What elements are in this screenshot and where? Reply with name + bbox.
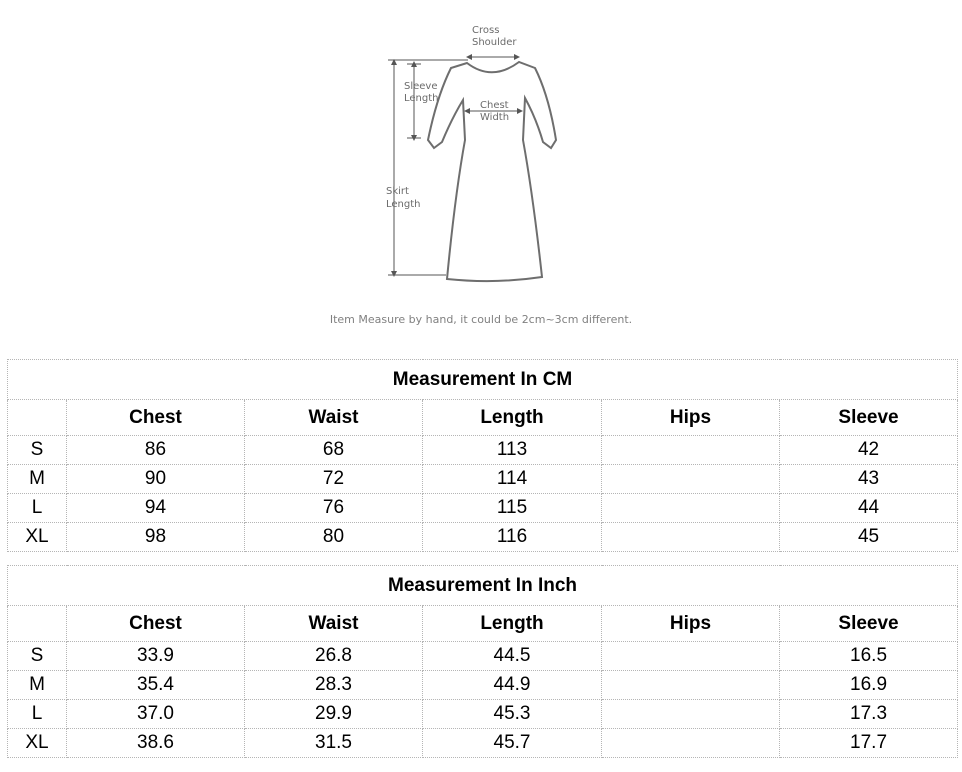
- table-cell: 90: [67, 465, 245, 494]
- table-cell: 16.5: [780, 642, 958, 671]
- header-cell: Waist: [245, 606, 423, 642]
- dress-measurement-diagram: [0, 0, 962, 345]
- dress-outline: [428, 62, 556, 281]
- table-cell: 43: [780, 465, 958, 494]
- table-cell: 115: [423, 494, 602, 523]
- table-row: [8, 523, 958, 552]
- table-row: [8, 494, 958, 523]
- table-row: [8, 700, 958, 729]
- table-cell: [602, 465, 780, 494]
- table-cell: 68: [245, 436, 423, 465]
- table-cell: 31.5: [245, 729, 423, 758]
- table-cell: 98: [67, 523, 245, 552]
- table-cell: [602, 523, 780, 552]
- table-cell: 116: [423, 523, 602, 552]
- measurement-table-cm: [7, 359, 958, 552]
- measure-note: Item Measure by hand, it could be 2cm~3cm different.: [329, 313, 633, 326]
- table-cell: 76: [245, 494, 423, 523]
- header-cell: Length: [423, 606, 602, 642]
- table-header-row: [8, 400, 958, 436]
- table-row: [8, 729, 958, 758]
- table-cell: 17.3: [780, 700, 958, 729]
- table-cell: 35.4: [67, 671, 245, 700]
- table-cell: 44: [780, 494, 958, 523]
- header-cell: Hips: [602, 606, 780, 642]
- header-cell: Chest: [67, 400, 245, 436]
- table-cell: [602, 436, 780, 465]
- cross-shoulder-label: Cross: [472, 25, 500, 36]
- measurement-table-inch: [7, 565, 958, 758]
- table-title: Measurement In CM: [8, 360, 958, 400]
- table-cell: 45: [780, 523, 958, 552]
- table-cell: 45.3: [423, 700, 602, 729]
- table-header-row: [8, 606, 958, 642]
- size-cell: L: [8, 700, 67, 729]
- size-cell: L: [8, 494, 67, 523]
- table-cell: 17.7: [780, 729, 958, 758]
- table-cell: 45.7: [423, 729, 602, 758]
- table-cell: [602, 642, 780, 671]
- skirt-length-label: Length: [386, 199, 421, 210]
- table-row: [8, 436, 958, 465]
- table-cell: [602, 671, 780, 700]
- table-cell: 16.9: [780, 671, 958, 700]
- header-cell: Chest: [67, 606, 245, 642]
- cross-shoulder-label: Shoulder: [472, 37, 517, 48]
- table-cell: 44.9: [423, 671, 602, 700]
- size-cell: S: [8, 642, 67, 671]
- size-cell: S: [8, 436, 67, 465]
- table-cell: [602, 494, 780, 523]
- table-cell: 42: [780, 436, 958, 465]
- table-cell: 113: [423, 436, 602, 465]
- size-cell: M: [8, 465, 67, 494]
- table-cell: [602, 729, 780, 758]
- size-cell: M: [8, 671, 67, 700]
- header-cell: [8, 606, 67, 642]
- table-cell: 114: [423, 465, 602, 494]
- table-cell: 33.9: [67, 642, 245, 671]
- chest-width-label: Width: [480, 112, 510, 123]
- header-cell: Waist: [245, 400, 423, 436]
- table-cell: 29.9: [245, 700, 423, 729]
- table-cell: 94: [67, 494, 245, 523]
- sleeve-length-label: Sleeve: [404, 81, 438, 92]
- table-cell: 72: [245, 465, 423, 494]
- size-cell: XL: [8, 729, 67, 758]
- table-row: [8, 465, 958, 494]
- header-cell: [8, 400, 67, 436]
- table-row: [8, 642, 958, 671]
- header-cell: Hips: [602, 400, 780, 436]
- header-cell: Length: [423, 400, 602, 436]
- table-cell: 37.0: [67, 700, 245, 729]
- table-cell: 26.8: [245, 642, 423, 671]
- sleeve-length-label: Length: [404, 93, 439, 104]
- table-title: Measurement In Inch: [8, 566, 958, 606]
- table-cell: 38.6: [67, 729, 245, 758]
- chest-width-label: Chest: [480, 100, 509, 111]
- size-cell: XL: [8, 523, 67, 552]
- header-cell: Sleeve: [780, 400, 958, 436]
- table-row: [8, 671, 958, 700]
- header-cell: Sleeve: [780, 606, 958, 642]
- skirt-length-label: Skirt: [386, 186, 409, 197]
- table-cell: 80: [245, 523, 423, 552]
- table-cell: [602, 700, 780, 729]
- table-cell: 44.5: [423, 642, 602, 671]
- table-cell: 86: [67, 436, 245, 465]
- table-cell: 28.3: [245, 671, 423, 700]
